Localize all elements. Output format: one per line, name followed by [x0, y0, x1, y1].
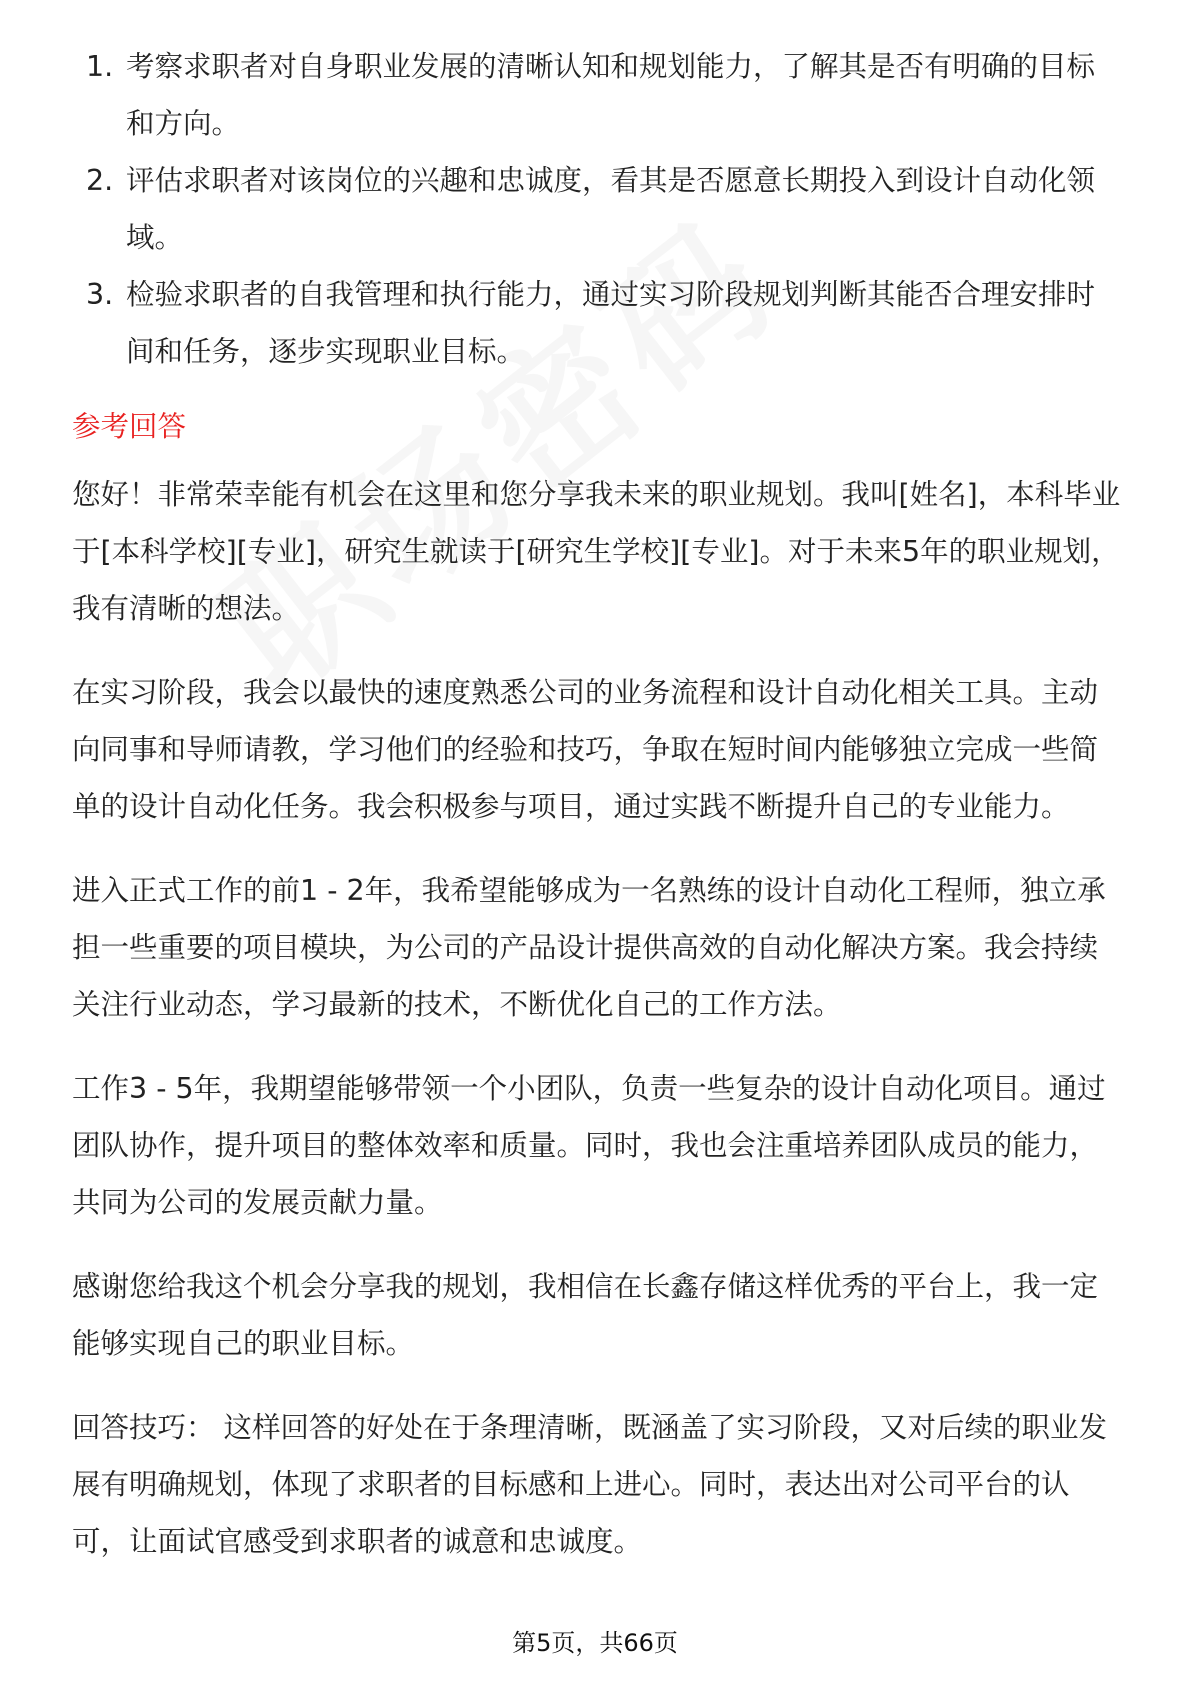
document-body [72, 38, 1122, 1597]
list-item-text: 考察求职者对自身职业发展的清晰认知和规划能力，了解其是否有明确的目标和方向。 [126, 50, 1096, 140]
list-item-text: 评估求职者对该岗位的兴趣和忠诚度，看其是否愿意长期投入到设计自动化领域。 [126, 164, 1096, 254]
list-item [72, 266, 1122, 380]
list-item [72, 152, 1122, 266]
list-item-number: 3. [86, 278, 114, 311]
section-title-reference-answer: 参考回答 [72, 410, 187, 443]
paragraph-intro: 您好！非常荣幸能有机会在这里和您分享我未来的职业规划。我叫[姓名]，本科毕业于[本科学校][专业]，研究生就读于[研究生学校][专业]。对于未来5年的职业规划，我有清晰的想法。 [72, 478, 1121, 625]
paragraph-years-3-5: 工作3 - 5年，我期望能够带领一个小团队，负责一些复杂的设计自动化项目。通过团队协作，提升项目的整体效率和质量。同时，我也会注重培养团队成员的能力，共同为公司的发展贡献力量。 [72, 1072, 1106, 1219]
list-item-number: 2. [86, 164, 114, 197]
intent-list [72, 38, 1122, 380]
paragraph-answer-tips: 回答技巧： 这样回答的好处在于条理清晰，既涵盖了实习阶段，又对后续的职业发展有明确规划，体现了求职者的目标感和上进心。同时，表达出对公司平台的认可，让面试官感受到求职者的诚意和忠诚度。 [72, 1411, 1108, 1558]
paragraph-internship: 在实习阶段，我会以最快的速度熟悉公司的业务流程和设计自动化相关工具。主动向同事和导师请教，学习他们的经验和技巧，争取在短时间内能够独立完成一些简单的设计自动化任务。我会积极参与项目，通过实践不断提升自己的专业能力。 [72, 676, 1099, 823]
paragraph-years-1-2: 进入正式工作的前1 - 2年，我希望能够成为一名熟练的设计自动化工程师，独立承担一些重要的项目模块，为公司的产品设计提供高效的自动化解决方案。我会持续关注行业动态，学习最新的技术，不断优化自己的工作方法。 [72, 874, 1106, 1021]
list-item [72, 38, 1122, 152]
list-item-number: 1. [86, 50, 114, 83]
page-number: 第5页，共66页 [512, 1629, 678, 1657]
paragraph-thanks: 感谢您给我这个机会分享我的规划，我相信在长鑫存储这样优秀的平台上，我一定能够实现自己的职业目标。 [72, 1270, 1099, 1360]
list-item-text: 检验求职者的自我管理和执行能力，通过实习阶段规划判断其能否合理安排时间和任务，逐步实现职业目标。 [126, 278, 1096, 368]
